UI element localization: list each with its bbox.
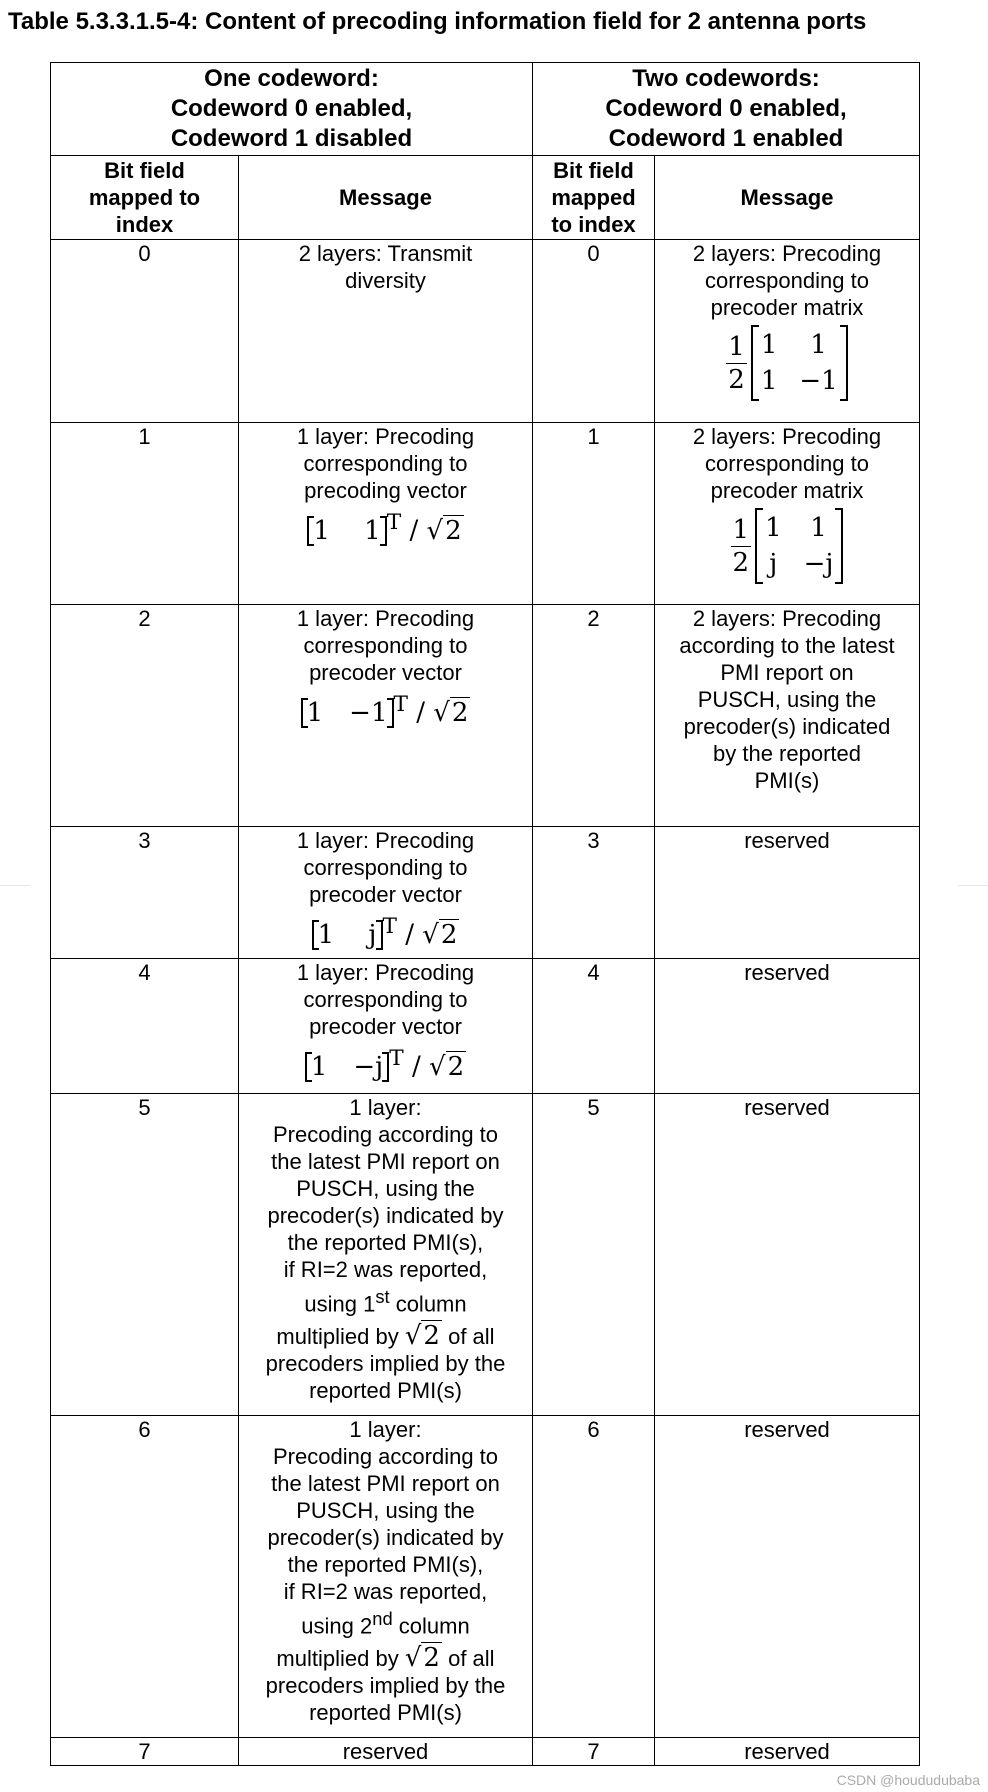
index-cell: 6 (51, 1416, 239, 1738)
message-cell: 2 layers: Precoding corresponding to precoder matrix $\frac{1}{2}$ 1 1 j −j (655, 423, 920, 605)
message-cell: 1 layer: Precoding according to the latest PMI report on PUSCH, using the precoder(s) indicated by the reported PMI(s), if RI=2 was reported, using 1st column multiplied by √2 of all precoders implied by the reported PMI(s) (239, 1094, 533, 1416)
message-cell: 2 layers: Precoding corresponding to precoder matrix $\frac{1}{2}$ 1 1 1 −1 (655, 240, 920, 423)
index-cell: 4 (51, 959, 239, 1094)
message-cell: 2 layers: Precoding according to the latest PMI report on PUSCH, using the precoder(s) indicated by the reported PMI(s) (655, 605, 920, 827)
precoding-vector: 1 −1 $^T$ / √2 (243, 690, 528, 728)
message-cell: reserved (655, 1094, 920, 1416)
index-cell: 0 (51, 240, 239, 423)
message-cell: 1 layer: Precoding corresponding to precoder vector 1 −j $^T$ / √2 (239, 959, 533, 1094)
header-bit-field-2: Bit field mapped to index (533, 156, 655, 240)
index-cell: 7 (51, 1738, 239, 1766)
message-cell: reserved (655, 827, 920, 959)
index-cell: 2 (51, 605, 239, 827)
message-cell: reserved (239, 1738, 533, 1766)
message-cell: 2 layers: Transmit diversity (239, 240, 533, 423)
index-cell: 6 (533, 1416, 655, 1738)
header-message-2: Message (655, 156, 920, 240)
precoding-table (50, 62, 920, 1766)
message-cell: 1 layer: Precoding corresponding to precoding vector 1 1 $^T$ / √2 (239, 423, 533, 605)
message-cell: reserved (655, 959, 920, 1094)
divider-left (0, 885, 30, 886)
index-cell: 3 (533, 827, 655, 959)
index-cell: 7 (533, 1738, 655, 1766)
table-row (51, 423, 920, 605)
index-cell: 5 (51, 1094, 239, 1416)
index-cell: 0 (533, 240, 655, 423)
table-row (51, 605, 920, 827)
message-cell: 1 layer: Precoding corresponding to precoder vector 1 −1 $^T$ / √2 (239, 605, 533, 827)
table-row (51, 827, 920, 959)
message-cell: reserved (655, 1738, 920, 1766)
table-row (51, 1094, 920, 1416)
divider-right (958, 885, 988, 886)
index-cell: 1 (51, 423, 239, 605)
index-cell: 3 (51, 827, 239, 959)
index-cell: 4 (533, 959, 655, 1094)
precoding-vector: 1 1 $^T$ / √2 (243, 508, 528, 546)
table-row (51, 1416, 920, 1738)
table-row (51, 240, 920, 423)
table-row (51, 1738, 920, 1766)
precoding-vector: 1 j $^T$ / √2 (243, 912, 528, 950)
message-cell: 1 layer: Precoding corresponding to precoder vector 1 j $^T$ / √2 (239, 827, 533, 959)
index-cell: 5 (533, 1094, 655, 1416)
header-two-codewords: Two codewords: Codeword 0 enabled, Codeword 1 enabled (533, 63, 920, 156)
message-cell: 1 layer: Precoding according to the latest PMI report on PUSCH, using the precoder(s) indicated by the reported PMI(s), if RI=2 was reported, using 2nd column multiplied by √2 of all precoders implied by the reported PMI(s) (239, 1416, 533, 1738)
index-cell: 1 (533, 423, 655, 605)
table-row (51, 959, 920, 1094)
watermark: CSDN @hoududubaba (836, 1772, 980, 1788)
message-cell: reserved (655, 1416, 920, 1738)
precoding-vector: 1 −j $^T$ / √2 (243, 1044, 528, 1082)
precoder-matrix: $\frac{1}{2}$ 1 1 1 −1 (726, 325, 847, 401)
precoder-matrix: $\frac{1}{2}$ 1 1 j −j (731, 508, 844, 584)
header-bit-field: Bit field mapped to index (51, 156, 239, 240)
header-one-codeword: One codeword: Codeword 0 enabled, Codeword 1 disabled (51, 63, 533, 156)
index-cell: 2 (533, 605, 655, 827)
table-title: Table 5.3.3.1.5-4: Content of precoding information field for 2 antenna ports (8, 8, 867, 35)
header-message: Message (239, 156, 533, 240)
